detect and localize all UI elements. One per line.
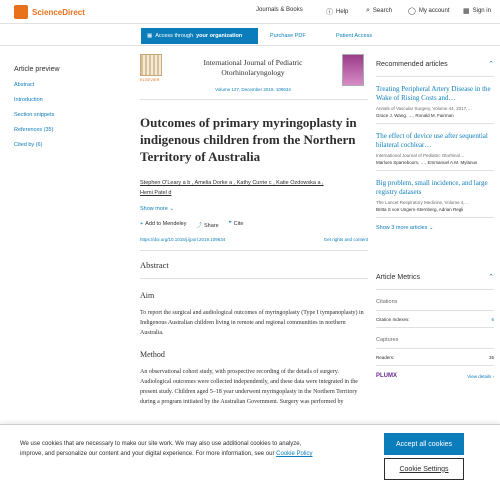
recommended-item[interactable] [376,132,494,171]
citation-indexes-value[interactable]: 6 [491,317,494,322]
recommended-title[interactable]: Treating Peripheral Artery Disease in the Wake of Rising Costs and… [376,85,491,102]
purchase-pdf-link[interactable]: Purchase PDF [270,33,306,39]
help-link[interactable] [326,7,348,17]
aim-heading: Aim [140,291,155,300]
journal-volume[interactable]: Volume 127, December 2019, 109634 [215,87,291,92]
article-preview-nav [14,66,104,157]
chevron-down-icon: ⌄ [169,206,174,212]
preview-item-references[interactable]: References (35) [14,127,54,133]
my-account-label: My account [418,8,450,14]
plumx-logo[interactable]: PLUMX [376,373,397,379]
cite-label: Cite [233,221,244,227]
help-label: Help [336,9,349,15]
recommended-item[interactable] [376,85,494,124]
article-metrics [376,273,494,379]
recommended-meta: The Lancet Respiratory Medicine, Volume 4,… [376,200,470,205]
cookie-text [20,439,320,459]
preview-item-abstract[interactable]: Abstract [14,82,35,88]
quote-icon: ❞ [228,221,232,227]
recommended-item[interactable] [376,179,494,218]
journals-books-label: Journals & Books [256,7,303,13]
journals-books-link[interactable] [256,7,303,13]
doi-row [140,237,368,251]
captures-label: Captures [376,337,494,349]
view-details-label: View details [467,373,492,379]
elsevier-logo[interactable] [140,54,164,84]
sign-in-link[interactable] [463,7,491,15]
preview-item-introduction[interactable]: Introduction [14,97,43,103]
journal-cover-image[interactable] [342,54,364,86]
show-more-articles-button[interactable] [376,225,494,231]
article-title: Outcomes of primary myringoplasty in indigenous children from the Northern Territory of Australia [140,115,357,164]
recommended-title[interactable]: Big problem, small incidence, and large registry datasets [376,179,488,196]
chevron-up-icon: ⌃ [488,61,494,68]
preview-item-cited-by[interactable]: Cited by (6) [14,142,43,148]
view-details-link[interactable] [467,374,494,379]
show-more-articles-label: Show 3 more articles [376,225,428,231]
citation-indexes-row [376,317,494,328]
method-heading: Method [140,350,165,359]
show-more-button[interactable] [140,206,368,212]
share-button[interactable] [197,221,219,229]
preview-title: Article preview [14,66,60,73]
cookie-message: We use cookies that are necessary to make our site work. We may also use additional cookies to analyze, improve, and personalize our content and your digital experience. For more information, see our [20,441,302,457]
method-paragraph: An observational cohort study, with prospective recording of the details of surgery. Audiological outcomes were collected independently, and these data were integrated in the present study. Children aged 5–18 year underwent myringoplasty in the Northern Territory during a program initiated by the Australian Government. Surgery was performed by [140,369,358,405]
access-through-organization-button[interactable] [141,28,258,44]
chevron-right-icon: › [492,373,494,379]
publisher-label: ELSEVIER [140,77,160,82]
metrics-heading: Article Metrics [376,273,420,281]
sign-in-label: Sign in [472,8,491,14]
metrics-header[interactable] [376,273,494,290]
aim-paragraph: To report the surgical and audiological outcomes of myringoplasty (Type I tympanoplasty) in Indigenous Australian children living in remote and regional communities in northern Australia. [140,310,364,336]
journal-header [140,50,368,100]
authors-line1[interactable]: Stephen O'Leary a b , Amelia Dorke a , Kathy Currie c , Katie Ozdowska a , [140,180,324,186]
add-to-mendeley-button[interactable] [140,221,187,229]
search-label: Search [372,8,392,14]
recommended-title[interactable]: The effect of device use after sequential bilateral cochlear… [376,132,488,149]
recommended-authors: Britta S von Ungern-Sternberg, Adrian Regli [376,207,464,212]
my-account-link[interactable] [408,7,450,15]
readers-value: 35 [488,355,494,360]
journal-title-line1: International Journal of Pediatric [203,58,303,67]
elsevier-tree-icon [140,54,162,76]
readers-row [376,355,494,366]
recommended-header[interactable] [376,60,494,77]
accept-cookies-button[interactable]: Accept all cookies [384,433,464,455]
doi-link[interactable]: https://doi.org/10.1016/j.ijporl.2019.109634 [140,237,226,242]
plumx-row [376,373,494,379]
recommended-heading: Recommended articles [376,60,448,68]
institution-icon: ▦ [463,8,470,15]
recommended-authors: Marloes Sparreboom, …, Emmanuel A.M. Mylanus [376,160,478,165]
article-actions [140,221,368,229]
article-main [140,50,368,407]
authors-line2[interactable]: Hemi Patel d [140,190,172,196]
rights-link[interactable]: Get rights and content [323,237,368,242]
search-icon: ⌕ [366,7,370,14]
citation-indexes-label: Citation Indexes: [376,317,410,322]
cite-button[interactable] [229,221,244,229]
recommended-meta: Annals of Vascular Surgery, Volume 44, 2017,… [376,106,472,111]
patient-access-link[interactable]: Patient Access [336,33,373,39]
cookie-policy-link[interactable]: Cookie Policy [276,451,313,457]
plus-icon: + [140,221,144,227]
journal-title-line2: Otorhinolaryngology [221,68,285,77]
help-icon: ⓘ [326,9,333,16]
cookie-settings-button[interactable]: Cookie Settings [384,458,464,480]
institution-icon: ▦ [147,33,153,39]
abstract-heading: Abstract [140,260,368,279]
recommended-authors: Grace J. Wang, …, Ronald M. Fairman [376,113,454,118]
access-prefix: Access through [155,33,194,39]
share-label: Share [204,223,219,229]
chevron-down-icon: ⌄ [428,225,434,231]
author-list[interactable] [140,178,368,198]
search-link[interactable] [366,7,392,15]
account-icon: ◯ [408,8,416,15]
journal-title[interactable] [178,58,328,78]
share-icon: ⤴ [196,223,203,229]
cookie-banner [0,424,500,500]
recommended-meta: International Journal of Pediatric Otorhinol… [376,153,465,158]
show-more-label: Show more [140,206,168,212]
elsevier-mark-icon [14,5,28,19]
readers-label: Readers: [376,355,395,360]
chevron-up-icon: ⌃ [488,274,494,281]
recommended-articles [376,60,494,231]
logo-text: ScienceDirect [32,7,85,17]
access-bold: your organization [196,33,243,39]
citations-label: Citations [376,299,494,311]
add-mendeley-label: Add to Mendeley [145,221,187,227]
top-bar [0,0,500,24]
preview-item-section-snippets[interactable]: Section snippets [14,112,55,118]
sciencedirect-logo[interactable] [14,5,85,19]
